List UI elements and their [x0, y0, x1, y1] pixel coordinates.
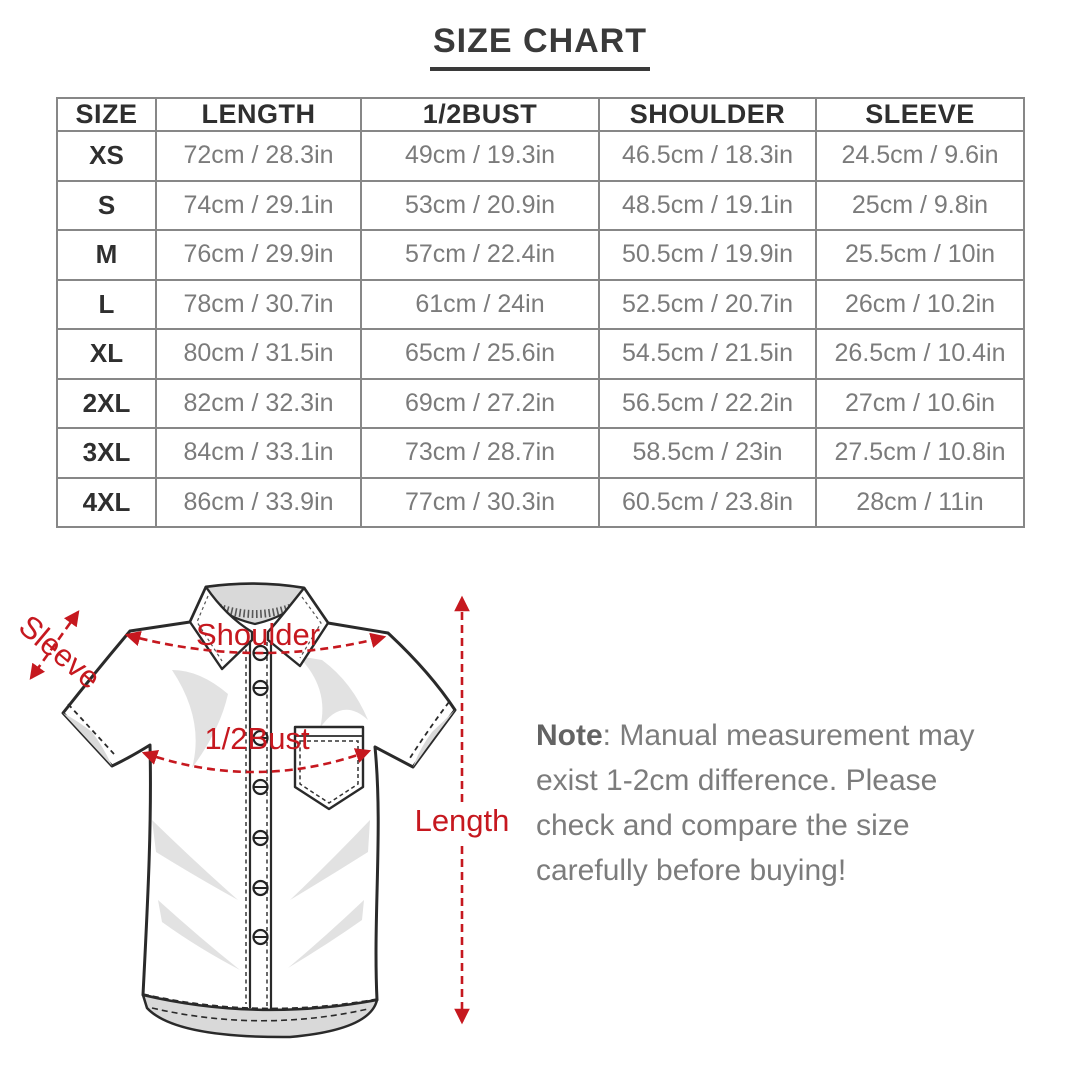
measurement-cell: 60.5cm / 23.8in: [599, 478, 816, 528]
page-title-row: [0, 22, 1080, 71]
note-line: check and compare the size: [536, 809, 910, 842]
size-cell: L: [57, 280, 156, 330]
table-row: [57, 379, 1024, 429]
measurement-cell: 53cm / 20.9in: [361, 181, 599, 231]
measurement-cell: 27.5cm / 10.8in: [816, 428, 1024, 478]
measurement-cell: 54.5cm / 21.5in: [599, 329, 816, 379]
table-row: [57, 478, 1024, 528]
measurement-cell: 52.5cm / 20.7in: [599, 280, 816, 330]
measurement-cell: 77cm / 30.3in: [361, 478, 599, 528]
table-row: [57, 181, 1024, 231]
length-label: Length: [414, 803, 510, 838]
page-title: SIZE CHART: [430, 22, 650, 71]
table-row: [57, 230, 1024, 280]
measurement-cell: 46.5cm / 18.3in: [599, 131, 816, 181]
measurement-cell: 48.5cm / 19.1in: [599, 181, 816, 231]
size-table: [56, 97, 1025, 528]
measurement-cell: 26cm / 10.2in: [816, 280, 1024, 330]
bust-label: 1/2Bust: [204, 721, 310, 756]
column-header: SHOULDER: [599, 98, 816, 131]
column-header: LENGTH: [156, 98, 361, 131]
measurement-cell: 69cm / 27.2in: [361, 379, 599, 429]
measurement-cell: 80cm / 31.5in: [156, 329, 361, 379]
note-text: [536, 713, 1018, 893]
size-cell: M: [57, 230, 156, 280]
measurement-cell: 72cm / 28.3in: [156, 131, 361, 181]
measurement-cell: 56.5cm / 22.2in: [599, 379, 816, 429]
measurement-cell: 24.5cm / 9.6in: [816, 131, 1024, 181]
measurement-cell: 27cm / 10.6in: [816, 379, 1024, 429]
size-cell: XS: [57, 131, 156, 181]
note-prefix: Note: [536, 719, 603, 752]
measurement-cell: 49cm / 19.3in: [361, 131, 599, 181]
measurement-cell: 58.5cm / 23in: [599, 428, 816, 478]
table-row: [57, 131, 1024, 181]
column-header: SIZE: [57, 98, 156, 131]
measurement-cell: 76cm / 29.9in: [156, 230, 361, 280]
note-line: : Manual measurement may: [602, 719, 975, 752]
measurement-cell: 78cm / 30.7in: [156, 280, 361, 330]
size-cell: 4XL: [57, 478, 156, 528]
measurement-cell: 82cm / 32.3in: [156, 379, 361, 429]
sleeve-label: Sleeve: [12, 608, 108, 696]
measurement-cell: 50.5cm / 19.9in: [599, 230, 816, 280]
measurement-cell: 57cm / 22.4in: [361, 230, 599, 280]
measurement-cell: 25.5cm / 10in: [816, 230, 1024, 280]
table-row: [57, 329, 1024, 379]
measurement-cell: 84cm / 33.1in: [156, 428, 361, 478]
size-cell: XL: [57, 329, 156, 379]
table-row: [57, 428, 1024, 478]
measurement-cell: 74cm / 29.1in: [156, 181, 361, 231]
size-cell: S: [57, 181, 156, 231]
column-header: SLEEVE: [816, 98, 1024, 131]
size-cell: 2XL: [57, 379, 156, 429]
measurement-cell: 28cm / 11in: [816, 478, 1024, 528]
measurement-cell: 61cm / 24in: [361, 280, 599, 330]
shirt-measurement-diagram: [0, 570, 520, 1080]
measurement-cell: 86cm / 33.9in: [156, 478, 361, 528]
table-header-row: [57, 98, 1024, 131]
note-line: carefully before buying!: [536, 854, 847, 887]
measurement-cell: 26.5cm / 10.4in: [816, 329, 1024, 379]
table-row: [57, 280, 1024, 330]
size-cell: 3XL: [57, 428, 156, 478]
measurement-cell: 65cm / 25.6in: [361, 329, 599, 379]
measurement-cell: 25cm / 9.8in: [816, 181, 1024, 231]
note-line: exist 1-2cm difference. Please: [536, 764, 938, 797]
measurement-cell: 73cm / 28.7in: [361, 428, 599, 478]
shoulder-label: Shoulder: [195, 617, 321, 652]
column-header: 1/2BUST: [361, 98, 599, 131]
